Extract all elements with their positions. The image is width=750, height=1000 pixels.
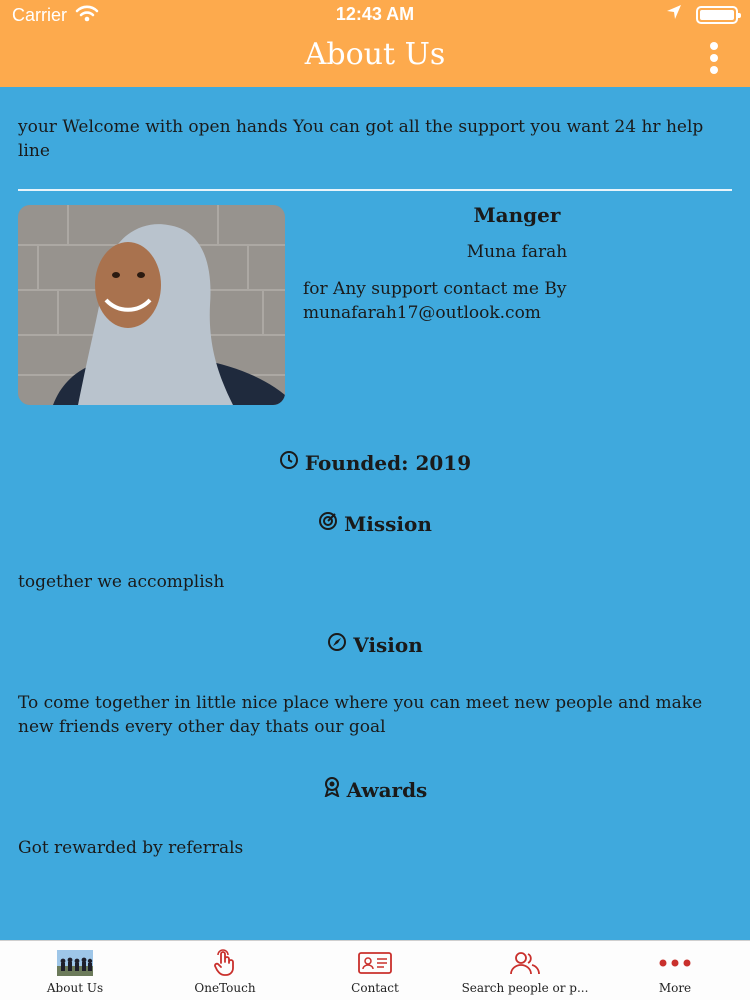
vision-label: Vision — [353, 632, 423, 657]
contact-card-icon — [300, 948, 450, 978]
founded-heading — [0, 450, 750, 475]
vision-text: To come together in little nice place where you can meet new people and make new friends every other day thats our goal — [18, 693, 703, 737]
mission-text: together we accomplish — [18, 572, 225, 592]
target-icon — [318, 511, 338, 536]
touch-hand-icon — [150, 948, 300, 978]
more-options-icon[interactable] — [704, 42, 724, 74]
location-arrow-icon — [666, 4, 682, 25]
carrier-label: Carrier — [12, 5, 68, 25]
tab-label: More — [658, 981, 692, 995]
founded-label: Founded: 2019 — [304, 450, 472, 475]
compass-icon — [327, 632, 347, 657]
group-photo-icon — [0, 948, 150, 978]
manager-photo — [18, 205, 285, 405]
mission-label: Mission — [344, 511, 432, 536]
tab-label: Contact — [351, 981, 399, 995]
tab-label: OneTouch — [194, 981, 256, 995]
nav-bar — [0, 28, 750, 87]
award-icon — [323, 777, 341, 802]
manager-name: Muna farah — [466, 242, 568, 262]
status-time: 12:43 AM — [335, 4, 415, 24]
mission-heading — [0, 511, 750, 536]
tab-label: Search people or p... — [461, 981, 589, 995]
tab-contact[interactable] — [300, 941, 450, 1000]
more-dots-icon — [600, 948, 750, 978]
battery-icon — [696, 6, 738, 24]
vision-heading — [0, 632, 750, 657]
about-content[interactable] — [0, 87, 750, 940]
status-bar — [0, 0, 750, 28]
manager-contact: for Any support contact me By munafarah17@outlook.com — [303, 279, 567, 323]
clock-icon — [279, 450, 299, 475]
divider — [18, 189, 732, 191]
people-icon — [450, 948, 600, 978]
tab-about-us[interactable] — [0, 941, 150, 1000]
tab-label: About Us — [46, 981, 104, 995]
awards-label: Awards — [346, 777, 428, 802]
awards-heading — [0, 777, 750, 802]
tab-search-people[interactable] — [450, 941, 600, 1000]
awards-text: Got rewarded by referrals — [18, 838, 244, 858]
tab-bar — [0, 940, 750, 1000]
manager-role: Manger — [473, 203, 561, 227]
intro-text: your Welcome with open hands You can got all the support you want 24 hr help line — [18, 117, 704, 161]
tab-more[interactable] — [600, 941, 750, 1000]
tab-onetouch[interactable] — [150, 941, 300, 1000]
page-title: About Us — [304, 37, 446, 72]
